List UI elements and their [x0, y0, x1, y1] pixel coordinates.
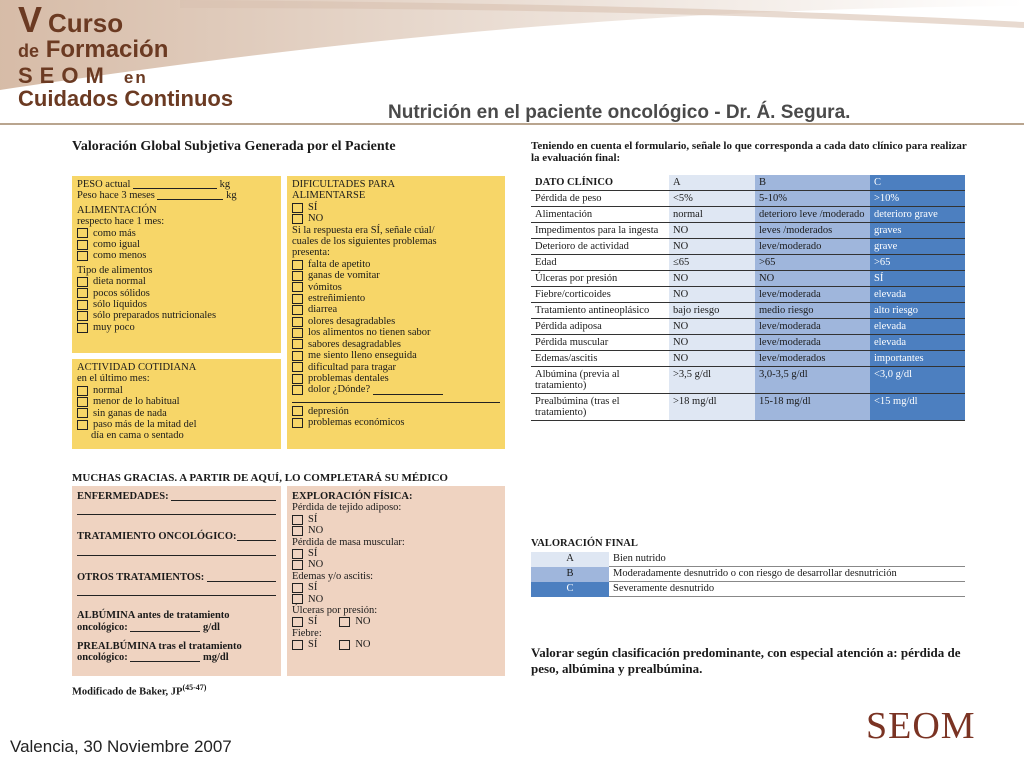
table-header-cell: A	[669, 175, 755, 191]
exp-muscular-si[interactable]: SÍ	[292, 548, 500, 559]
checkbox[interactable]	[77, 300, 88, 310]
checkbox[interactable]	[292, 418, 303, 428]
thanks-line: MUCHAS GRACIAS. A PARTIR DE AQUÍ, LO COMPLETARÁ SU MÉDICO	[72, 472, 448, 484]
checkbox[interactable]	[292, 640, 303, 650]
dificultades-question-2: cuales de los siguientes problemas	[292, 236, 437, 248]
dificultad-option[interactable]: ganas de vomitar	[292, 270, 500, 281]
dificultad-option[interactable]: olores desagradables	[292, 316, 500, 327]
table-cell: graves	[870, 223, 965, 239]
actividad-sub: en el último mes:	[77, 373, 150, 385]
tipo-option[interactable]: muy poco	[77, 322, 276, 333]
clinical-data-table	[531, 175, 965, 421]
table-cell: SÍ	[870, 271, 965, 287]
table-row	[531, 223, 965, 239]
table-cell: grave	[870, 239, 965, 255]
table-row	[531, 287, 965, 303]
table-cell: medio riesgo	[755, 303, 870, 319]
table-cell: leve/moderados	[755, 351, 870, 367]
alimentacion-sub: respecto hace 1 mes:	[77, 216, 165, 228]
actividad-option[interactable]: normal	[77, 385, 276, 396]
checkbox[interactable]	[292, 203, 303, 213]
exp-edemas-no[interactable]: NO	[292, 594, 500, 605]
table-cell: >10%	[870, 191, 965, 207]
dificultades-question-3: presenta:	[292, 247, 330, 259]
valoracion-final-table	[531, 552, 965, 597]
logo-roman-numeral: V	[18, 0, 43, 40]
checkbox[interactable]	[292, 328, 303, 338]
exp-adiposo-no[interactable]: NO	[292, 525, 500, 536]
checkbox[interactable]	[339, 640, 350, 650]
checkbox[interactable]	[292, 362, 303, 372]
valoracion-final-title: VALORACIÓN FINAL	[531, 538, 638, 549]
table-header-cell: DATO CLÍNICO	[531, 175, 669, 191]
exp-fiebre-label: Fiebre:	[292, 627, 322, 639]
valoracion-grade: A	[531, 552, 609, 567]
checkbox[interactable]	[292, 406, 303, 416]
dificultad-option[interactable]: los alimentos no tienen sabor	[292, 327, 500, 338]
tipo-option[interactable]: sólo preparados nutricionales	[77, 310, 276, 321]
checkbox[interactable]	[292, 271, 303, 281]
table-row	[531, 319, 965, 335]
dificultades-heading-2: ALIMENTARSE	[292, 190, 366, 202]
table-cell: Edad	[531, 255, 669, 271]
table-cell: elevada	[870, 335, 965, 351]
table-cell: NO	[669, 287, 755, 303]
dificultad-option[interactable]: diarrea	[292, 304, 500, 315]
table-cell: leve/moderada	[755, 335, 870, 351]
table-cell: Pérdida adiposa	[531, 319, 669, 335]
table-cell: NO	[669, 223, 755, 239]
tratamiento-onc-label: TRATAMIENTO ONCOLÓGICO:	[77, 531, 237, 543]
tipo-alimentos-heading: Tipo de alimentos	[77, 264, 153, 276]
exp-fiebre-si[interactable]: SÍ	[292, 639, 317, 650]
checkbox[interactable]	[292, 515, 303, 525]
otros-line	[207, 572, 276, 582]
checkbox[interactable]	[292, 214, 303, 224]
valoracion-row	[531, 552, 965, 567]
table-header-cell: B	[755, 175, 870, 191]
albumina-line	[130, 622, 200, 632]
exp-ulceras-no[interactable]: NO	[339, 616, 370, 627]
table-cell: leve/moderado	[755, 239, 870, 255]
table-cell: NO	[669, 319, 755, 335]
prealbumina-label-1: PREALBÚMINA tras el tratamiento	[77, 641, 242, 653]
table-cell: bajo riesgo	[669, 303, 755, 319]
prealbumina-unit: mg/dl	[203, 652, 229, 664]
valoracion-grade: C	[531, 582, 609, 597]
albumina-unit: g/dl	[203, 621, 220, 633]
table-cell: 3,0-3,5 g/dl	[755, 367, 870, 394]
table-cell: 15-18 mg/dl	[755, 394, 870, 421]
exp-muscular-no[interactable]: NO	[292, 559, 500, 570]
table-cell: deterioro grave	[870, 207, 965, 223]
checkbox[interactable]	[292, 294, 303, 304]
valoracion-row	[531, 582, 965, 597]
table-cell: elevada	[870, 287, 965, 303]
table-cell: elevada	[870, 319, 965, 335]
table-cell: <3,0 g/dl	[870, 367, 965, 394]
table-cell: Pérdida muscular	[531, 335, 669, 351]
dificultades-heading-1: DIFICULTADES PARA	[292, 179, 396, 190]
actividad-option[interactable]: menor de lo habitual	[77, 396, 276, 407]
albumina-label-1: ALBÚMINA antes de tratamiento	[77, 610, 230, 622]
enfermedades-line-2	[77, 502, 276, 515]
peso-3m-line	[157, 190, 223, 200]
exp-edemas-si[interactable]: SÍ	[292, 582, 500, 593]
checkbox[interactable]	[292, 339, 303, 349]
peso-3m-unit: kg	[226, 190, 237, 202]
dificultad-option[interactable]: dificultad para tragar	[292, 362, 500, 373]
otros-line-2	[77, 583, 276, 596]
checkbox[interactable]	[292, 549, 303, 559]
form-title: Valoración Global Subjetiva Generada por el Paciente	[72, 139, 396, 154]
checkbox[interactable]	[77, 240, 88, 250]
dificultad-option[interactable]: sabores desagradables	[292, 339, 500, 350]
table-cell: NO	[669, 351, 755, 367]
checkbox[interactable]	[292, 374, 303, 384]
table-cell: normal	[669, 207, 755, 223]
exp-adiposo-label: Pérdida de tejido adiposo:	[292, 502, 402, 514]
table-cell: Fiebre/corticoides	[531, 287, 669, 303]
table-row	[531, 271, 965, 287]
logo-line1: Curso	[48, 8, 124, 38]
table-cell: >65	[870, 255, 965, 271]
footer-location-date: Valencia, 30 Noviembre 2007	[10, 737, 232, 756]
valoracion-desc: Bien nutrido	[609, 552, 965, 567]
dificultad-option[interactable]: vómitos	[292, 282, 500, 293]
valoracion-grade: B	[531, 567, 609, 582]
tratamiento-line	[237, 531, 276, 541]
evaluation-intro: Teniendo en cuenta el formulario, señale lo que corresponda a cada dato clínico para realizar la evaluación final:	[531, 140, 967, 164]
tipo-option[interactable]: pocos sólidos	[77, 288, 276, 299]
exp-muscular-label: Pérdida de masa muscular:	[292, 536, 405, 548]
checkbox[interactable]	[292, 351, 303, 361]
valoracion-note: Valorar según clasificación predominante, con especial atención a: pérdida de peso, albúmina y prealbúmina.	[531, 645, 961, 676]
actividad-heading: ACTIVIDAD COTIDIANA	[77, 362, 197, 373]
course-logo	[18, 2, 233, 110]
table-cell: ≤65	[669, 255, 755, 271]
table-row	[531, 394, 965, 421]
exploracion-heading: EXPLORACIÓN FÍSICA:	[292, 491, 413, 502]
table-row	[531, 239, 965, 255]
checkbox[interactable]	[77, 397, 88, 407]
dificultad-option[interactable]: problemas dentales	[292, 373, 500, 384]
table-cell: leve/moderada	[755, 319, 870, 335]
dificultad-option[interactable]: depresión	[292, 406, 500, 417]
logo-line3: SEOM	[18, 63, 111, 88]
checkbox[interactable]	[292, 560, 303, 570]
peso-actual-line	[133, 179, 217, 189]
table-cell: alto riesgo	[870, 303, 965, 319]
table-cell: <15 mg/dl	[870, 394, 965, 421]
tipo-option[interactable]: dieta normal	[77, 276, 276, 287]
dificultad-option[interactable]: estreñimiento	[292, 293, 500, 304]
checkbox[interactable]	[77, 311, 88, 321]
tipo-option[interactable]: sólo líquidos	[77, 299, 276, 310]
checkbox[interactable]	[292, 617, 303, 627]
logo-line2: Formación	[45, 36, 169, 63]
checkbox[interactable]	[292, 260, 303, 270]
table-cell: 5-10%	[755, 191, 870, 207]
panel-medico-left	[72, 486, 281, 676]
table-cell: Impedimentos para la ingesta	[531, 223, 669, 239]
header-divider	[0, 123, 1024, 125]
peso-actual-label: PESO actual	[77, 179, 131, 190]
dolor-line	[373, 385, 443, 395]
valoracion-desc: Moderadamente desnutrido o con riesgo de desarrollar desnutrición	[609, 567, 965, 582]
checkbox[interactable]	[292, 385, 303, 395]
logo-line4: Cuidados Continuos	[18, 86, 234, 111]
table-cell: NO	[669, 239, 755, 255]
checkbox[interactable]	[77, 251, 88, 261]
prealbumina-line	[130, 652, 200, 662]
table-cell: leve/moderada	[755, 287, 870, 303]
checkbox[interactable]	[77, 386, 88, 396]
panel-exploracion	[287, 486, 505, 676]
enfermedades-label: ENFERMEDADES:	[77, 491, 169, 502]
table-cell: NO	[669, 271, 755, 287]
logo-line2-small: de	[18, 41, 40, 61]
dificultades-divider	[292, 402, 500, 403]
table-cell: Prealbúmina (tras el tratamiento)	[531, 394, 669, 421]
table-cell: importantes	[870, 351, 965, 367]
alimentacion-heading: ALIMENTACIÓN	[77, 204, 157, 216]
peso-3m-label: Peso hace 3 meses	[77, 190, 155, 202]
checkbox[interactable]	[292, 583, 303, 593]
checkbox[interactable]	[77, 228, 88, 238]
table-row	[531, 335, 965, 351]
dificultad-option[interactable]: dolor ¿Dónde?	[292, 384, 500, 395]
table-header-row	[531, 175, 965, 191]
table-row	[531, 191, 965, 207]
checkbox[interactable]	[292, 305, 303, 315]
seom-logo: SEOM	[866, 705, 976, 747]
otros-trat-label: OTROS TRATAMIENTOS:	[77, 571, 205, 583]
table-row	[531, 255, 965, 271]
table-cell: >3,5 g/dl	[669, 367, 755, 394]
enfermedades-line	[171, 491, 276, 501]
checkbox[interactable]	[292, 594, 303, 604]
albumina-label-2: oncológico:	[77, 621, 128, 633]
panel-actividad	[72, 359, 281, 449]
table-cell: >18 mg/dl	[669, 394, 755, 421]
table-row	[531, 303, 965, 319]
actividad-option[interactable]: paso más de la mitad del	[77, 419, 276, 430]
valoracion-desc: Severamente desnutrido	[609, 582, 965, 597]
actividad-option[interactable]: sin ganas de nada	[77, 408, 276, 419]
dificultad-option[interactable]: falta de apetito	[292, 259, 500, 270]
table-cell: Pérdida de peso	[531, 191, 669, 207]
alimentacion-option[interactable]: como menos	[77, 250, 276, 261]
table-cell: deterioro leve /moderado	[755, 207, 870, 223]
exp-adiposo-si[interactable]: SÍ	[292, 514, 500, 525]
peso-actual-unit: kg	[219, 179, 231, 190]
table-cell: Deterioro de actividad	[531, 239, 669, 255]
exp-ulceras-label: Úlceras por presión:	[292, 605, 378, 617]
checkbox[interactable]	[77, 323, 88, 333]
valoracion-row	[531, 567, 965, 582]
exp-edemas-label: Edemas y/o ascitis:	[292, 570, 374, 582]
panel-dificultades	[287, 176, 505, 449]
checkbox[interactable]	[77, 288, 88, 298]
logo-line3-small: en	[123, 68, 148, 87]
slide-title: Nutrición en el paciente oncológico - Dr. Á. Segura.	[388, 102, 851, 123]
checkbox[interactable]	[292, 282, 303, 292]
dificultad-option[interactable]: problemas económicos	[292, 417, 500, 428]
table-cell: leves /moderados	[755, 223, 870, 239]
table-header-cell: C	[870, 175, 965, 191]
table-row	[531, 351, 965, 367]
checkbox[interactable]	[77, 420, 88, 430]
table-cell: NO	[669, 335, 755, 351]
baker-citation: Modificado de Baker, JP$^{(45-47)}$	[72, 683, 207, 698]
actividad-option-cont: día en cama o sentado	[91, 430, 184, 442]
checkbox[interactable]	[292, 526, 303, 536]
table-cell: Alimentación	[531, 207, 669, 223]
table-cell: Albúmina (previa al tratamiento)	[531, 367, 669, 394]
checkbox[interactable]	[77, 277, 88, 287]
exp-fiebre-no[interactable]: NO	[339, 639, 370, 650]
prealbumina-label-2: oncológico:	[77, 652, 128, 664]
dificultades-si[interactable]: SÍ	[292, 202, 500, 213]
checkbox[interactable]	[292, 317, 303, 327]
table-row	[531, 207, 965, 223]
dificultad-option[interactable]: me siento lleno enseguida	[292, 350, 500, 361]
table-cell: <5%	[669, 191, 755, 207]
checkbox[interactable]	[339, 617, 350, 627]
table-cell: NO	[755, 271, 870, 287]
table-cell: >65	[755, 255, 870, 271]
alimentacion-option[interactable]: como más	[77, 228, 276, 239]
exp-ulceras-si[interactable]: SÍ	[292, 616, 317, 627]
checkbox[interactable]	[77, 408, 88, 418]
table-cell: Edemas/ascitis	[531, 351, 669, 367]
dificultades-question-1: Si la respuesta era SÍ, señale cúal/	[292, 224, 435, 236]
tratamiento-line-2	[77, 543, 276, 556]
table-cell: Úlceras por presión	[531, 271, 669, 287]
alimentacion-option[interactable]: como igual	[77, 239, 276, 250]
table-row	[531, 367, 965, 394]
dificultades-no[interactable]: NO	[292, 213, 500, 224]
table-cell: Tratamiento antineoplásico	[531, 303, 669, 319]
panel-peso-alimentacion	[72, 176, 281, 353]
